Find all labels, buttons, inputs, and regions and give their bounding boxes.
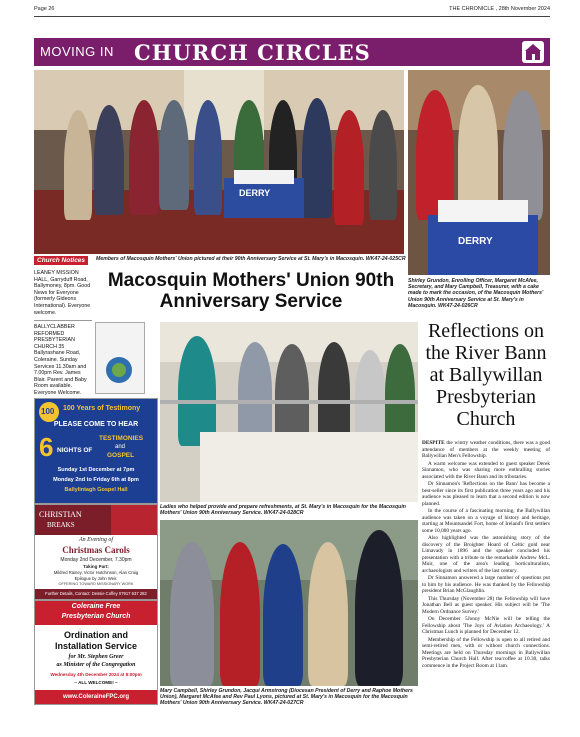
banner-prefix: MOVING IN — [40, 44, 114, 59]
carols-offering: OFFERING TOWARD MISSIONARY WORK — [58, 582, 134, 586]
coleraine-web: www.ColeraineFPC.org — [35, 690, 157, 704]
carols-taking-part: Taking Part: — [83, 564, 109, 569]
main-headline: Macosquin Mothers' Union 90th Anniversary Service — [107, 270, 395, 312]
testimony-date1: Sunday 1st December at 7pm — [57, 467, 135, 473]
banner-title: CHURCH CIRCLES — [134, 40, 371, 65]
group-photo — [160, 520, 418, 686]
article-para-3: Dr Sinnamon's 'Reflections on the Bann' has become a best-seller since its first publication three years ago and his audience was pleased to learn that a second edition is now planned. — [422, 481, 550, 507]
carols-ad — [34, 504, 158, 600]
refreshments-photo — [160, 322, 418, 502]
testimony-nights: NIGHTS OF — [57, 447, 93, 454]
testimony-date2: Monday 2nd to Friday 6th at 8pm — [53, 477, 139, 483]
carols-names1: Mildred Rainey, Victor Hutchinson, Alan Craig — [53, 570, 139, 575]
notice-ballyclabber: BALLYCLABBER REFORMED PRESBYTERIAN CHURCH 35 Ballyrashane Road, Coleraine. Sunday Services 11.30am and 7.00pm Rev. James Blair. Parent and Baby Room available. Everyone Welcome. — [34, 324, 87, 396]
right-photo-caption: Shirley Grundon, Enrolling Officer, Margaret McAfee, Secretary, and Mary Campbell, Treasurer, with a cake made to mark the occasion, of the Macosquin Mothers' Union 90th Anniversary Service at St. Mary's in Macosquin. WK47-24-026CR — [408, 278, 544, 309]
testimony-venue: Ballylintagh Gospel Hall — [64, 487, 128, 493]
coleraine-date: Wednesday 4th December 2024 at 8:00pm — [50, 672, 142, 677]
testimony-and: and — [115, 444, 126, 450]
testimony-ad — [34, 398, 158, 504]
testimony-six: 6 — [39, 432, 54, 462]
testimony-gospel: GOSPEL — [107, 452, 135, 459]
article-para-1: DESPITE the wintry weather conditions, there was a good attendance of members at the weekly meeting of Ballywillan Men's Fellowship. — [422, 440, 550, 459]
cake-label-right: DERRY — [458, 236, 493, 247]
article-para-8: On December 5Jonny McNie will be telling the Fellowship about 'The Joys of Aviation Archaeology.' A Christmas Lunch is planned for December 12. — [422, 616, 550, 635]
article-headline: Reflections on the River Bann at Ballywillan Presbyterian Church — [425, 320, 547, 430]
page-number: Page 26 — [34, 6, 55, 12]
church-notices-label: Church Notices — [34, 256, 88, 265]
main-photo-caption: Members of Macosquin Mothers' Union pictured at their 90th Anniversary Service at St. Mary's in Macosquin. WK47-24-025CR — [96, 256, 406, 262]
carols-brand2: BREAKS — [47, 521, 75, 529]
carols-contact: Further Details, Contact: Dessie Coffey 07917 637 282 — [35, 589, 157, 599]
cake-trio-photo — [408, 70, 550, 275]
church-logo-icon — [522, 41, 544, 63]
coleraine-ad — [34, 600, 158, 705]
article-para-7: This Thursday (November 28) the Fellowship will have Jonathan Bell as guest speaker. His subject will be 'The Modern Ordnance Survey.' — [422, 595, 550, 615]
testimony-testimonies: TESTIMONIES — [99, 435, 144, 442]
testimony-years: 100 Years of Testimony — [63, 405, 141, 412]
coleraine-church2: Presbyterian Church — [61, 613, 131, 620]
carols-brand1: CHRISTIAN — [39, 510, 82, 519]
cake-label: DERRY — [239, 188, 271, 198]
coleraine-title2: Installation Service — [54, 641, 138, 651]
coleraine-church1: Coleraine Free — [71, 603, 121, 610]
article-para-2: A warm welcome was extended to guest speaker Derek Sinnamon, who was sharing more enthralling stories associated with the River Bann and its tributaries. — [422, 460, 550, 480]
refreshments-caption: Ladies who helped provide and prepare refreshments, at St. Mary's in Macosquin for the Macosquin Mothers' Union 90th Anniversary Service. WK47-24-028CR — [160, 504, 406, 517]
carols-names2: Epilogue by John Weir. — [74, 576, 118, 581]
paper-date: THE CHRONICLE , 28th November 2024 — [449, 6, 550, 12]
coleraine-welcome: ~ ALL WELCOME! ~ — [74, 680, 118, 685]
notice-divider — [34, 320, 92, 321]
carols-when: Monday 2nd December, 7.30pm — [60, 557, 132, 563]
header-rule — [34, 16, 550, 17]
article-para-4: In the course of a fascinating morning, the Ballywillan audience was taken on a voyage of history and heritage, starting at Mountsandel Fort, home of Ireland's first settlers some 10,000 years ago. — [422, 508, 550, 534]
group-caption: Mary Campbell, Shirley Grundon, Jacqui Armstrong (Diocesan President of Derry and Raphoe Mothers Union), Margaret McAfee and Rev Paul Lyons, pictured at St. Mary's in Macosquin for the Macosquin Mothers' Union 90th Anniversary Service. WK47-24-027CR — [160, 688, 413, 707]
notice-flyer-image — [95, 322, 145, 394]
article-para-6: Dr Sinnamon answered a large number of questions put to him by his audience. He was thanked by the Fellowship president Brian McGlaughlin. — [422, 575, 550, 594]
testimony-badge: 100 — [41, 407, 55, 416]
section-banner — [34, 38, 550, 66]
article-lead-word: DESPITE — [422, 440, 445, 446]
testimony-please: PLEASE COME TO HEAR — [53, 421, 139, 428]
article-para-5: Also highlighted was the astonishing story of the discovery of the Broighter Hoard of Celtic gold near Limavady in 1896 and the speaker concluded his presentation with a tribute to the remarkable Andrew McL. Muir, one of the area's leading horticulturalists, archaeologists and writers of the last century. — [422, 535, 550, 574]
carols-evening: An Evening of — [79, 537, 113, 543]
coleraine-title1: Ordination and — [64, 630, 128, 640]
notice-leaney: LEANEY MISSION HALL, Garryduff Road, Ballymoney, 8pm. Good News for Everyone (formerly Gideons International). Everyone welcome. — [34, 270, 91, 316]
main-group-photo — [34, 70, 404, 254]
article-body — [422, 440, 550, 670]
page-header — [34, 4, 550, 16]
coleraine-role: as Minister of the Congregation — [56, 662, 136, 668]
coleraine-for: for Mr. Stephen Greer — [68, 654, 124, 660]
article-para-9: Membership of the Fellowship is open to all retired and semi-retired men, with or without church connections. Meetings are held on Thursday mornings in Ballywillan Presbyterian Church Hall. After tea/coffee at 10.30, talks commence in the Project Room at 11am. — [422, 636, 550, 669]
carols-title: Christmas Carols — [62, 545, 130, 555]
